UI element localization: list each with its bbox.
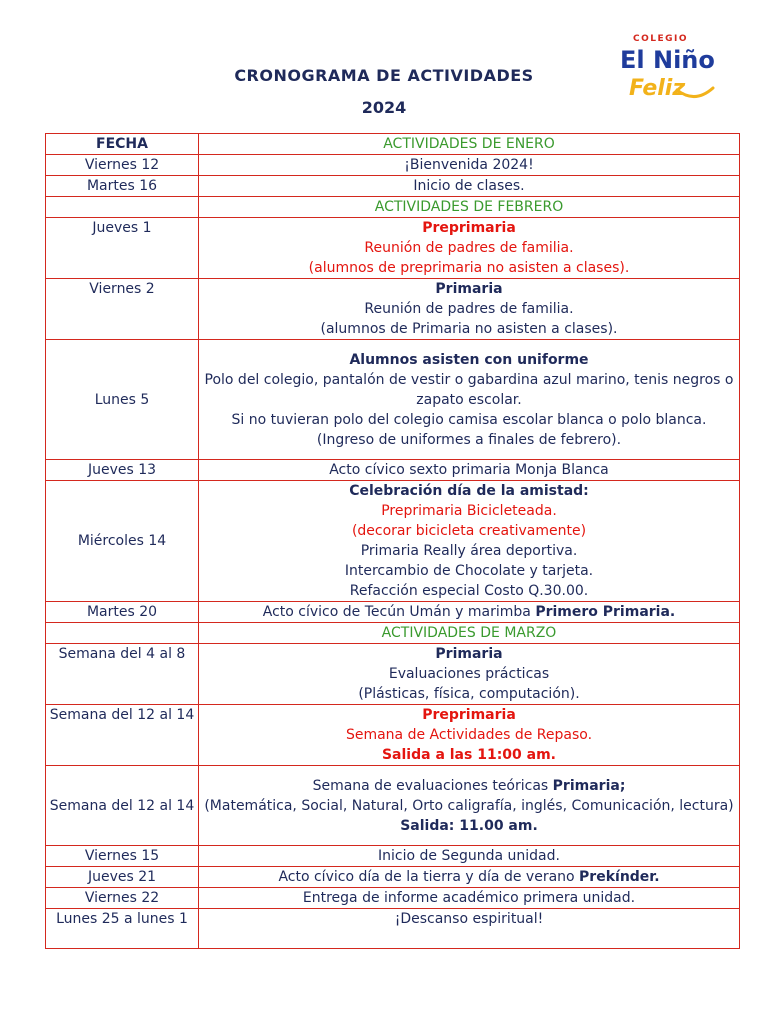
section-header-february: ACTIVIDADES DE FEBRERO <box>199 197 740 218</box>
table-row <box>46 888 740 909</box>
table-row <box>46 176 740 197</box>
activity-heading: Alumnos asisten con uniforme <box>349 351 589 368</box>
table-row <box>46 846 740 867</box>
row-activity: Inicio de Segunda unidad. <box>199 846 740 867</box>
row-activity <box>199 867 740 888</box>
row-date: Semana del 12 al 14 <box>46 766 199 846</box>
section-row <box>46 197 740 218</box>
row-activity <box>199 705 740 766</box>
activity-line <box>201 776 737 796</box>
row-date: Miércoles 14 <box>46 481 199 602</box>
section-header-january: ACTIVIDADES DE ENERO <box>199 134 740 155</box>
activity-line: Salida: 11.00 am. <box>400 817 538 834</box>
row-date: Jueves 21 <box>46 867 199 888</box>
activity-line: (decorar bicicleta creativamente) <box>351 523 587 539</box>
row-activity <box>199 340 740 460</box>
activity-heading: Primaria <box>435 646 503 662</box>
activity-text: Semana de evaluaciones teóricas <box>312 777 553 794</box>
table-row <box>46 481 740 602</box>
row-activity: ¡Descanso espiritual! <box>199 909 740 949</box>
empty-cell <box>46 197 199 218</box>
activity-heading: Celebración día de la amistad: <box>349 483 589 499</box>
table-row <box>46 644 740 705</box>
row-date: Lunes 5 <box>46 340 199 460</box>
table-row <box>46 909 740 949</box>
row-activity <box>199 218 740 279</box>
row-activity: Entrega de informe académico primera unidad. <box>199 888 740 909</box>
activity-line: Reunión de padres de familia. <box>364 240 574 256</box>
activity-line: Salida a las 11:00 am. <box>381 747 557 763</box>
row-activity: ¡Bienvenida 2024! <box>199 155 740 176</box>
table-row <box>46 279 740 340</box>
section-row <box>46 623 740 644</box>
page-year: 2024 <box>361 98 407 117</box>
activity-line: Refacción especial Costo Q.30.00. <box>349 583 589 599</box>
row-date: Viernes 2 <box>46 279 199 340</box>
row-activity <box>199 481 740 602</box>
activities-table <box>45 133 740 949</box>
smile-icon <box>675 86 715 102</box>
activity-group: Primaria; <box>552 777 626 794</box>
table-row <box>46 602 740 623</box>
row-date: Semana del 12 al 14 <box>46 705 199 766</box>
row-date: Lunes 25 a lunes 1 <box>46 909 199 949</box>
table-header-row <box>46 134 740 155</box>
row-date: Martes 20 <box>46 602 199 623</box>
row-activity: Acto cívico sexto primaria Monja Blanca <box>199 460 740 481</box>
activity-line: Polo del colegio, pantalón de vestir o gabardina azul marino, tenis negros o zapato escolar. <box>204 371 734 408</box>
row-date: Martes 16 <box>46 176 199 197</box>
activity-text: Acto cívico día de la tierra y día de verano <box>278 869 580 885</box>
row-activity <box>199 766 740 846</box>
activity-group: Primero Primaria. <box>535 604 676 620</box>
page-title: CRONOGRAMA DE ACTIVIDADES <box>234 66 534 85</box>
school-logo <box>615 34 725 106</box>
table-row <box>46 340 740 460</box>
logo-sub-text: Feliz <box>629 76 686 101</box>
row-activity <box>199 644 740 705</box>
table-row <box>46 460 740 481</box>
table-row <box>46 867 740 888</box>
activity-line: Primaria Really área deportiva. <box>360 543 578 559</box>
activity-text: Acto cívico de Tecún Umán y marimba <box>262 604 536 620</box>
activity-line: Si no tuvieran polo del colegio camisa escolar blanca o polo blanca. <box>231 411 707 428</box>
activity-line: (Matemática, Social, Natural, Orto caligrafía, inglés, Comunicación, lectura) <box>204 797 734 814</box>
row-date: Viernes 22 <box>46 888 199 909</box>
activity-line: Preprimaria Bicicleteada. <box>381 503 557 519</box>
activity-heading: Preprimaria <box>422 707 516 723</box>
activity-line: (Plásticas, física, computación). <box>358 686 580 702</box>
activity-heading: Preprimaria <box>422 220 516 236</box>
date-column-header: FECHA <box>46 134 199 155</box>
row-date: Viernes 12 <box>46 155 199 176</box>
row-date: Semana del 4 al 8 <box>46 644 199 705</box>
activity-line: Semana de Actividades de Repaso. <box>345 727 593 743</box>
activity-heading: Primaria <box>435 281 503 297</box>
activity-line: Intercambio de Chocolate y tarjeta. <box>344 563 594 579</box>
table-row <box>46 766 740 846</box>
empty-cell <box>46 623 199 644</box>
row-date: Viernes 15 <box>46 846 199 867</box>
row-activity: Inicio de clases. <box>199 176 740 197</box>
logo-small-text: COLEGIO <box>633 34 689 44</box>
row-activity <box>199 279 740 340</box>
activity-line: (Ingreso de uniformes a finales de febrero). <box>316 431 622 448</box>
row-date: Jueves 13 <box>46 460 199 481</box>
row-date: Jueves 1 <box>46 218 199 279</box>
section-header-march: ACTIVIDADES DE MARZO <box>199 623 740 644</box>
table-row <box>46 218 740 279</box>
activity-line: (alumnos de Primaria no asisten a clases). <box>320 321 618 337</box>
logo-main-text: El Niño <box>620 46 715 74</box>
activity-line: Reunión de padres de familia. <box>364 301 574 317</box>
table-row <box>46 155 740 176</box>
activity-line: (alumnos de preprimaria no asisten a clases). <box>308 260 630 276</box>
table-row <box>46 705 740 766</box>
activity-group: Prekínder. <box>579 869 660 885</box>
row-activity <box>199 602 740 623</box>
activity-line: Evaluaciones prácticas <box>388 666 550 682</box>
